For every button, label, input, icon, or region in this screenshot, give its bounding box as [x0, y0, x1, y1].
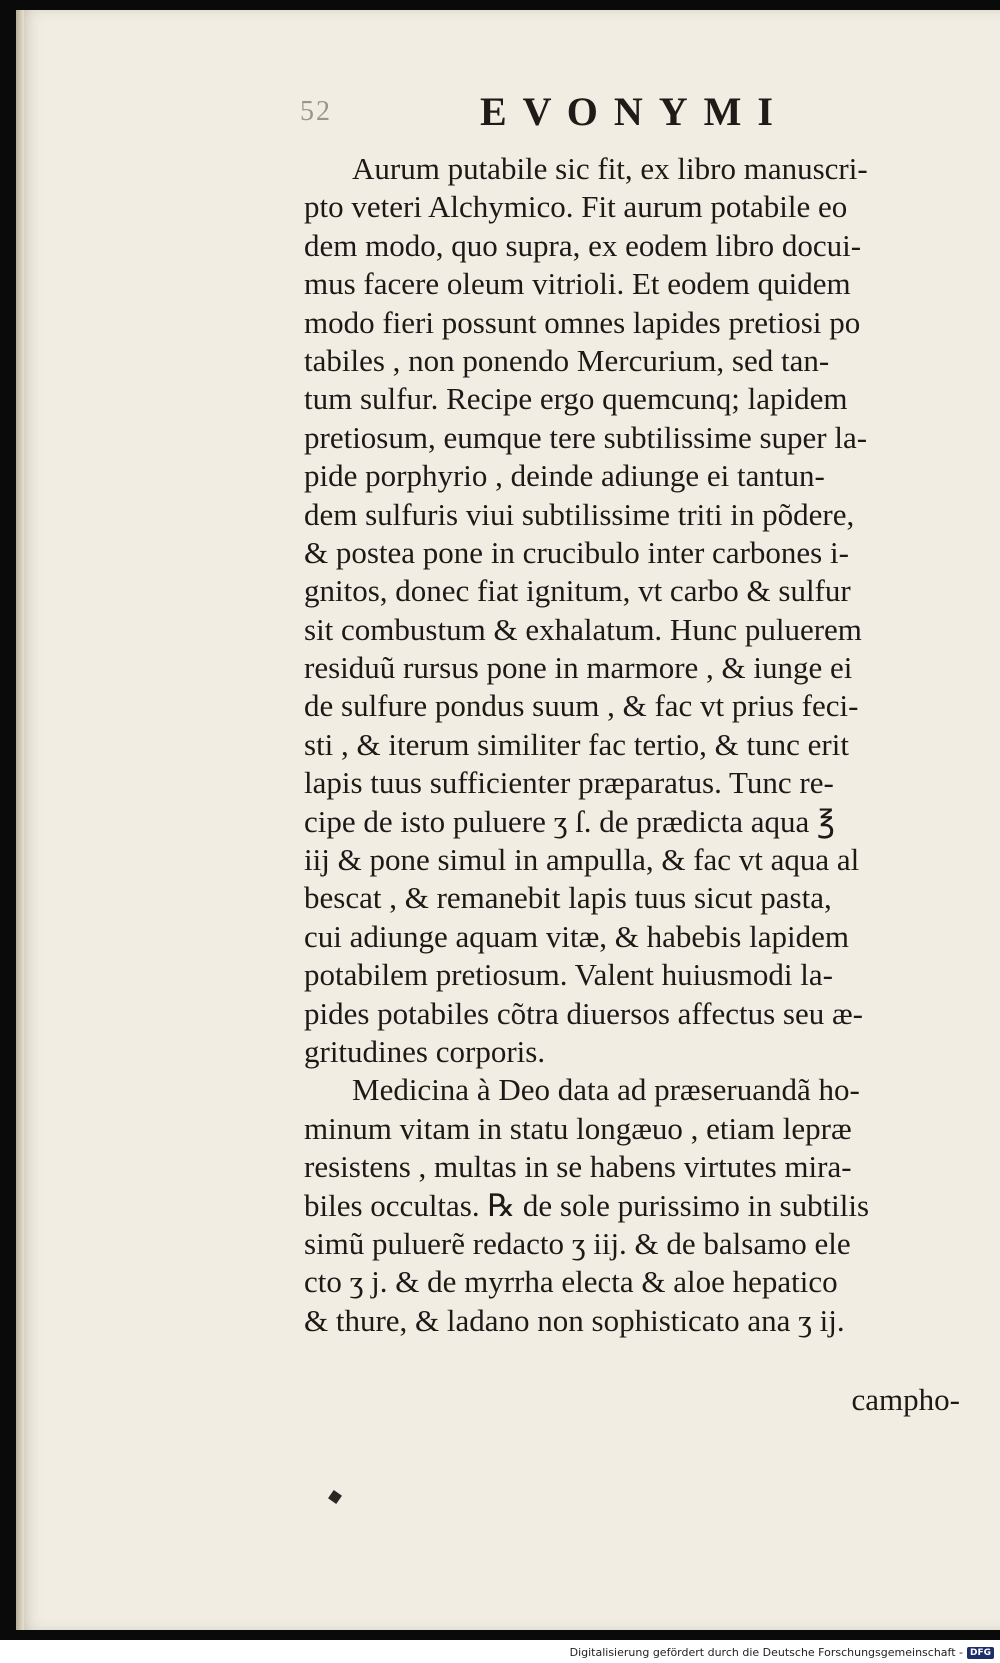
text-line: resistens , multas in se habens virtutes mira- [304, 1149, 852, 1185]
digitization-credit [570, 1646, 994, 1659]
text-line: cipe de isto puluere ʒ ſ. de prædicta aqua ℥ [304, 803, 835, 839]
text-line: residuũ rursus pone in marmore , & iunge ei [304, 650, 853, 686]
text-line: dem modo, quo supra, ex eodem libro docui- [304, 227, 862, 263]
text-line: minum vitam in statu longæuo , etiam lepræ [304, 1110, 852, 1146]
credit-text: Digitalisierung gefördert durch die Deutsche Forschungsgemeinschaft - [569, 1646, 963, 1659]
text-line: pides potabiles cõtra diuersos affectus seu æ- [304, 995, 863, 1031]
text-line: de sulfure pondus suum , & fac vt prius feci- [304, 688, 859, 724]
text-line: pretiosum, eumque tere subtilissime super la- [304, 419, 868, 455]
catchword: campho- [851, 1382, 960, 1417]
running-head: EVONYMI [480, 89, 789, 134]
text-line: potabilem pretiosum. Valent huiusmodi la- [304, 957, 833, 993]
dfg-logo-icon: DFG [967, 1647, 994, 1659]
body-text [304, 150, 964, 1340]
text-line: modo fieri possunt omnes lapides pretiosi po [304, 304, 861, 340]
text-line: & postea pone in crucibulo inter carbones i- [304, 534, 849, 570]
text-line: sti , & iterum similiter fac tertio, & tunc erit [304, 726, 849, 762]
text-line: iij & pone simul in ampulla, & fac vt aqua al [304, 842, 860, 878]
text-line: Medicina à Deo data ad præseruandã ho- [352, 1072, 860, 1108]
page-number: 52 [300, 96, 332, 127]
text-line: lapis tuus sufficienter præparatus. Tunc re- [304, 765, 834, 801]
text-line: tabiles , non ponendo Mercurium, sed tan- [304, 342, 830, 378]
text-line: gnitos, donec fiat ignitum, vt carbo & sulfur [304, 573, 851, 609]
text-line: dem sulfuris viui subtilissime triti in põdere, [304, 496, 855, 532]
text-line: bescat , & remanebit lapis tuus sicut pasta, [304, 880, 832, 916]
text-line: mus facere oleum vitrioli. Et eodem quidem [304, 266, 851, 302]
text-line: biles occultas. ℞ de sole purissimo in subtilis [304, 1187, 870, 1223]
text-line: gritudines corporis. [304, 1033, 546, 1069]
text-line: cto ʒ j. & de myrrha electa & aloe hepatico [304, 1264, 838, 1300]
text-line: simũ puluerẽ redacto ʒ iij. & de balsamo ele [304, 1225, 851, 1261]
text-line: pto veteri Alchymico. Fit aurum potabile eo [304, 189, 848, 225]
text-line: sit combustum & exhalatum. Hunc puluerem [304, 611, 862, 647]
text-line: tum sulfur. Recipe ergo quemcunq; lapidem [304, 381, 848, 417]
text-line: pide porphyrio , deinde adiunge ei tantun- [304, 458, 825, 494]
text-line: cui adiunge aquam vitæ, & habebis lapidem [304, 918, 849, 954]
page-gutter-edge [16, 10, 24, 1630]
text-line: & thure, & ladano non sophisticato ana ʒ ij. [304, 1302, 845, 1338]
text-line: Aurum putabile sic fit, ex libro manuscri- [352, 151, 868, 186]
